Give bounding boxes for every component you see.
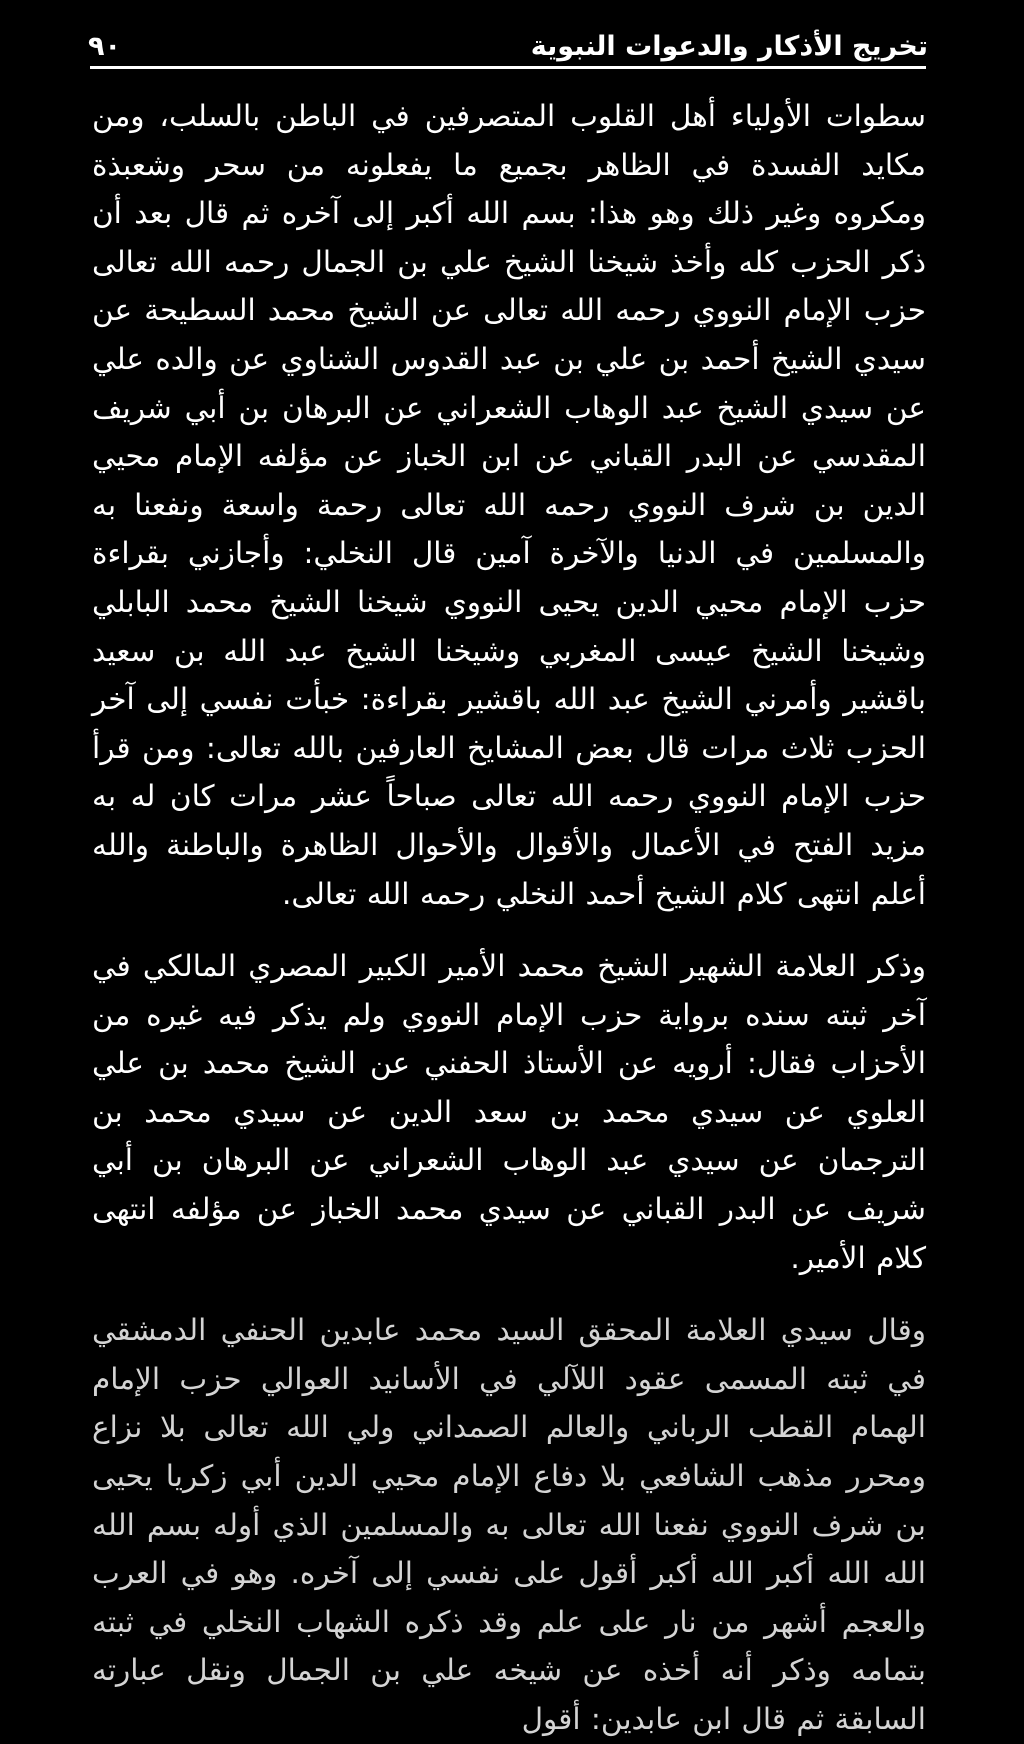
paragraph-2: وذكر العلامة الشهير الشيخ محمد الأمير الكبير المصري المالكي في آخر ثبته سنده برواية حزب الإمام النووي ولم يذكر فيه غيره من الأحزاب فقال: أرويه عن الأستاذ الحفني عن الشيخ محمد بن علي العلوي عن سيدي محمد بن سعد الدين عن سيدي محمد بن الترجمان عن سيدي عبد الوهاب الشعراني عن البرهان بن أبي شريف عن البدر القباني عن سيدي محمد الخباز عن مؤلفه انتهى كلام الأمير. xyxy=(92,949,926,1275)
body-text xyxy=(92,92,926,1744)
header-divider xyxy=(90,66,926,69)
paragraph-3: وقال سيدي العلامة المحقق السيد محمد عابدين الحنفي الدمشقي في ثبته المسمى عقود اللآلي في الأسانيد العوالي حزب الإمام الهمام القطب الرباني والعالم الصمداني ولي الله تعالى بلا نزاع ومحرر مذهب الشافعي بلا دفاع الإمام محيي الدين أبي زكريا يحيى بن شرف النووي نفعنا الله تعالى به والمسلمين الذي أوله بسم الله الله الله أكبر الله أكبر أقول على نفسي إلى آخره. وهو في العرب والعجم أشهر من نار على علم وقد ذكره الشهاب النخلي في ثبته بتمامه وذكر أنه أخذه عن شيخه علي بن الجمال ونقل عبارته السابقة ثم قال ابن عابدين: أقول xyxy=(92,1313,926,1736)
page-number: ٩٠ xyxy=(88,31,121,62)
paragraph-1: سطوات الأولياء أهل القلوب المتصرفين في الباطن بالسلب، ومن مكايد الفسدة في الظاهر بجميع ما يفعلونه من سحر وشعبذة ومكروه وغير ذلك وهو هذا: بسم الله أكبر إلى آخره ثم قال بعد أن ذكر الحزب كله وأخذ شيخنا الشيخ علي بن الجمال رحمه الله تعالى حزب الإمام النووي رحمه الله تعالى عن الشيخ محمد السطيحة عن سيدي الشيخ أحمد بن علي بن عبد القدوس الشناوي عن والده علي عن سيدي الشيخ عبد الوهاب الشعراني عن البرهان بن أبي شريف المقدسي عن البدر القباني عن ابن الخباز عن مؤلفه الإمام محيي الدين بن شرف النووي رحمه الله تعالى رحمة واسعة ونفعنا به والمسلمين في الدنيا والآخرة آمين قال النخلي: وأجازني بقراءة حزب الإمام محيي الدين يحيى النووي شيخنا الشيخ محمد البابلي وشيخنا الشيخ عيسى المغربي وشيخنا الشيخ عبد الله بن سعيد باقشير وأمرني الشيخ عبد الله باقشير بقراءة: خبأت نفسي إلى آخر الحزب ثلاث مرات قال بعض المشايخ العارفين بالله تعالى: ومن قرأ حزب الإمام النووي رحمه الله تعالى صباحاً عشر مرات كان له به مزيد الفتح في الأعمال والأقوال والأحوال الظاهرة والباطنة والله أعلم انتهى كلام الشيخ أحمد النخلي رحمه الله تعالى. xyxy=(92,99,926,911)
page-header xyxy=(88,22,928,62)
running-title: تخريج الأذكار والدعوات النبوية xyxy=(530,31,928,62)
